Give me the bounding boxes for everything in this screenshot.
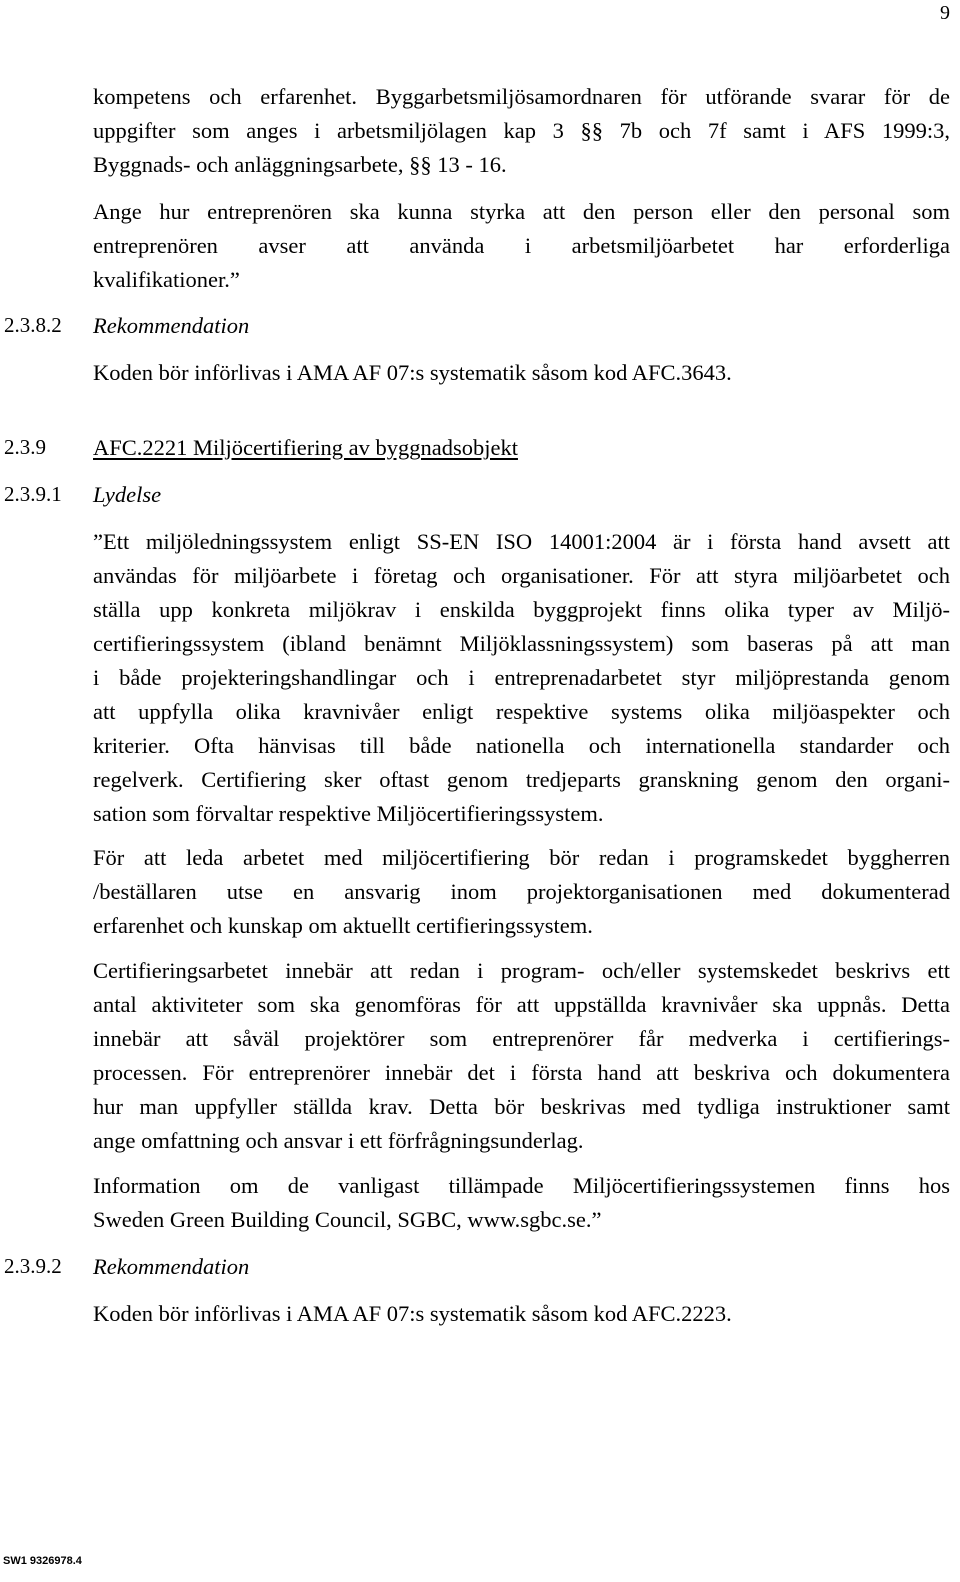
rekommendation-text-2: Koden bör införlivas i AMA AF 07:s systematik såsom kod AFC.2223. bbox=[93, 1301, 732, 1326]
lydelse-p3-line: innebär att såväl projektörer som entreprenörer får medverka i certifierings- bbox=[93, 1026, 950, 1051]
lydelse-p1-line: sation som förvaltar respektive Miljöcertifieringssystem. bbox=[93, 801, 604, 826]
lydelse-p3-line: hur man uppfyller ställda krav. Detta bör beskrivas med tydliga instruktioner samt bbox=[93, 1094, 950, 1119]
footer-doc-id: SW1 9326978.4 bbox=[3, 1555, 82, 1567]
section-number-2-3-9-1: 2.3.9.1 bbox=[4, 482, 62, 506]
lydelse-p1-line: i både projekteringshandlingar och i entreprenadarbetet styr miljöprestanda genom bbox=[93, 665, 950, 690]
lydelse-p1-line: att uppfylla olika kravnivåer enligt respektive systems olika miljöaspekter och bbox=[93, 699, 950, 724]
lydelse-p4-line: Information om de vanligast tillämpade Miljöcertifieringssystemen finns hos bbox=[93, 1173, 950, 1198]
intro-line-1: kompetens och erfarenhet. Byggarbetsmiljösamordnaren för utförande svarar för de bbox=[93, 84, 950, 109]
lydelse-p1-line: ”Ett miljöledningssystem enligt SS-EN ISO 14001:2004 är i första hand avsett att bbox=[93, 529, 950, 554]
lydelse-p4-line: Sweden Green Building Council, SGBC, www.sgbc.se.” bbox=[93, 1207, 602, 1232]
section-number-2-3-8-2: 2.3.8.2 bbox=[4, 313, 62, 337]
section-title-2-3-9-2: Rekommendation bbox=[93, 1254, 250, 1279]
intro-line-3: Byggnads- och anläggningsarbete, §§ 13 - 16. bbox=[93, 152, 507, 177]
section-number-2-3-9: 2.3.9 bbox=[4, 435, 46, 459]
lydelse-p1-line: certifieringssystem (ibland benämnt Miljöklassningssystem) som baseras på att man bbox=[93, 631, 950, 656]
page-number: 9 bbox=[940, 2, 950, 24]
lydelse-p1-line: kriterier. Ofta hänvisas till både nationella och internationella standarder och bbox=[93, 733, 950, 758]
section-title-2-3-8-2: Rekommendation bbox=[93, 313, 250, 338]
section-title-lydelse: Lydelse bbox=[93, 482, 162, 507]
ange-line-2: entreprenören avser att använda i arbetsmiljöarbetet har erforderliga bbox=[93, 233, 950, 258]
lydelse-p3-line: Certifieringsarbetet innebär att redan i program- och/eller systemskedet beskrivs ett bbox=[93, 958, 950, 983]
lydelse-p3-line: processen. För entreprenörer innebär det i första hand att beskriva och dokumentera bbox=[93, 1060, 950, 1085]
lydelse-p3-line: antal aktiviteter som ska genomföras för att uppställda kravnivåer ska uppnås. Detta bbox=[93, 992, 950, 1017]
section-heading-2-3-9: AFC.2221 Miljöcertifiering av byggnadsobjekt bbox=[93, 435, 518, 460]
lydelse-p2-line: /beställaren utse en ansvarig inom projektorganisationen med dokumenterad bbox=[93, 879, 950, 904]
lydelse-p1-line: ställa upp konkreta miljökrav i enskilda byggprojekt finns olika typer av Miljö- bbox=[93, 597, 950, 622]
intro-line-2: uppgifter som anges i arbetsmiljölagen kap 3 §§ 7b och 7f samt i AFS 1999:3, bbox=[93, 118, 950, 143]
lydelse-p1-line: användas för miljöarbete i företag och organisationer. För att styra miljöarbetet och bbox=[93, 563, 950, 588]
lydelse-p1-line: regelverk. Certifiering sker oftast genom tredjeparts granskning genom den organi- bbox=[93, 767, 950, 792]
lydelse-p3-line: ange omfattning och ansvar i ett förfrågningsunderlag. bbox=[93, 1128, 584, 1153]
lydelse-p2-line: erfarenhet och kunskap om aktuellt certifieringssystem. bbox=[93, 913, 593, 938]
rekommendation-text-1: Koden bör införlivas i AMA AF 07:s systematik såsom kod AFC.3643. bbox=[93, 360, 732, 385]
ange-line-3: kvalifikationer.” bbox=[93, 267, 240, 292]
section-number-2-3-9-2: 2.3.9.2 bbox=[4, 1254, 62, 1278]
ange-line-1: Ange hur entreprenören ska kunna styrka att den person eller den personal som bbox=[93, 199, 950, 224]
lydelse-p2-line: För att leda arbetet med miljöcertifiering bör redan i programskedet byggherren bbox=[93, 845, 950, 870]
